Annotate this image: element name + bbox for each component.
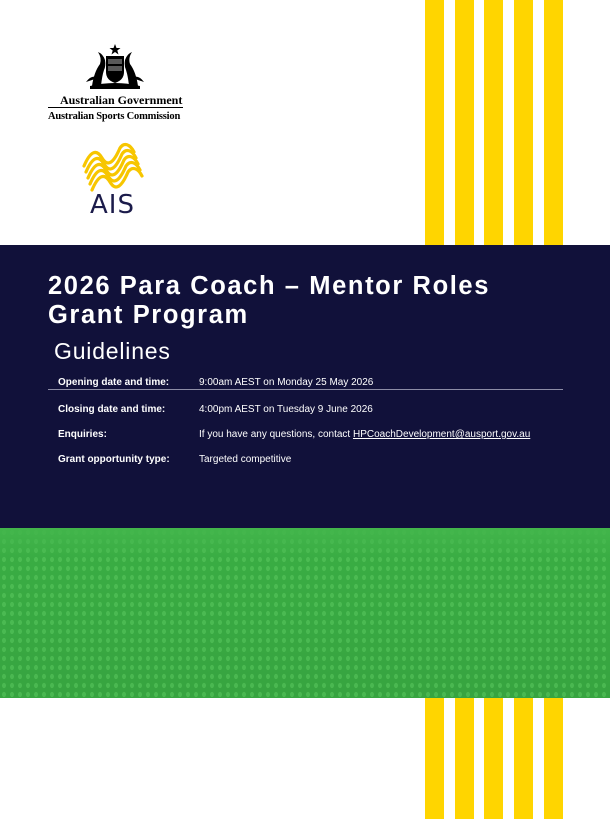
yellow-stripe: [455, 698, 474, 819]
agency-name: Australian Sports Commission: [48, 111, 181, 122]
ais-logo-text: AIS: [90, 190, 135, 220]
yellow-stripe: [544, 698, 563, 819]
details-divider: [48, 389, 563, 390]
yellow-stripe: [455, 0, 474, 245]
yellow-stripe: [484, 0, 503, 245]
detail-value: 4:00pm AEST on Tuesday 9 June 2026: [199, 404, 373, 415]
title-line-1: 2026 Para Coach – Mentor Roles: [48, 272, 490, 300]
detail-label: Closing date and time:: [58, 404, 166, 415]
detail-label: Enquiries:: [58, 429, 107, 440]
yellow-stripe: [514, 0, 533, 245]
australian-government-logo: [48, 42, 188, 122]
detail-value: 9:00am AEST on Monday 25 May 2026: [199, 377, 374, 388]
enquiries-text: If you have any questions, contact: [199, 429, 353, 440]
yellow-stripe: [425, 698, 444, 819]
detail-label: Grant opportunity type:: [58, 454, 170, 465]
green-band-highlight: [0, 528, 610, 558]
logo-divider: [48, 107, 183, 108]
document-title: [48, 272, 588, 330]
document-subtitle: Guidelines: [54, 338, 171, 364]
detail-value: Targeted competitive: [199, 454, 292, 465]
ais-wave-icon: [80, 140, 150, 192]
detail-label: Opening date and time:: [58, 377, 170, 388]
coat-of-arms-icon: [84, 42, 146, 90]
yellow-stripe: [484, 698, 503, 819]
yellow-stripe: [514, 698, 533, 819]
yellow-stripe: [544, 0, 563, 245]
yellow-stripe: [425, 0, 444, 245]
detail-value: [199, 429, 530, 440]
title-line-2: Grant Program: [48, 301, 249, 329]
government-name: Australian Government: [60, 93, 183, 107]
enquiries-email-link[interactable]: HPCoachDevelopment@ausport.gov.au: [352, 429, 531, 440]
